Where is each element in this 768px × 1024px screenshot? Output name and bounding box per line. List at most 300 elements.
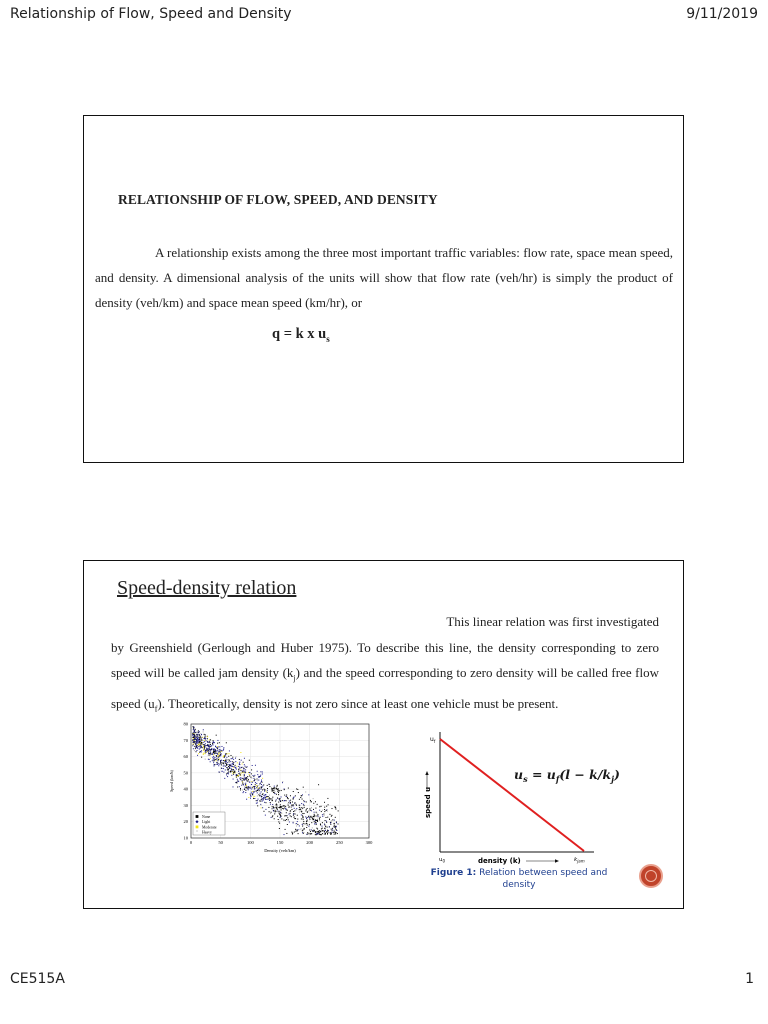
scatter-point — [305, 791, 306, 792]
scatter-point — [217, 746, 218, 747]
scatter-point — [280, 812, 281, 813]
scatter-point — [242, 780, 243, 781]
scatter-point — [262, 785, 263, 786]
scatter-point — [250, 788, 251, 789]
scatter-point — [306, 809, 307, 810]
scatter-point — [248, 779, 249, 780]
scatter-point — [233, 764, 234, 765]
scatter-point — [250, 794, 251, 795]
scatter-y-tick-label: 70 — [183, 737, 188, 743]
scatter-point — [300, 797, 301, 798]
scatter-point — [329, 814, 330, 815]
scatter-point — [236, 756, 237, 757]
scatter-point — [207, 742, 208, 743]
scatter-point — [247, 776, 248, 777]
scatter-point — [243, 770, 244, 771]
speed-density-scatter-plot — [169, 722, 379, 854]
scatter-point — [206, 750, 207, 751]
scatter-point — [262, 789, 263, 790]
scatter-point — [333, 834, 334, 835]
scatter-point — [216, 764, 217, 765]
scatter-point — [326, 832, 327, 833]
scatter-point — [234, 771, 235, 772]
scatter-point — [204, 740, 205, 741]
scatter-point — [244, 774, 245, 775]
scatter-point — [193, 728, 194, 729]
scatter-point — [243, 784, 244, 785]
scatter-point — [238, 769, 239, 770]
scatter-point — [326, 806, 327, 807]
scatter-point — [262, 794, 263, 795]
scatter-point — [288, 814, 289, 815]
scatter-point — [295, 829, 296, 830]
scatter-point — [210, 758, 211, 759]
scatter-point — [210, 753, 211, 754]
figure-caption-text: Relation between speed and density — [479, 868, 608, 890]
scatter-point — [259, 790, 260, 791]
scatter-point — [288, 802, 289, 803]
scatter-point — [214, 753, 215, 754]
scatter-point — [227, 769, 228, 770]
scatter-point — [220, 755, 221, 756]
scatter-point — [199, 734, 200, 735]
scatter-point — [195, 732, 196, 733]
scatter-point — [273, 792, 274, 793]
scatter-point — [211, 745, 212, 746]
slide-1 — [83, 115, 684, 463]
scatter-point — [207, 750, 208, 751]
scatter-point — [257, 771, 258, 772]
scatter-point — [276, 786, 277, 787]
scatter-point — [317, 828, 318, 829]
scatter-point — [272, 806, 273, 807]
scatter-point — [269, 795, 270, 796]
scatter-point — [274, 793, 275, 794]
scatter-point — [311, 807, 312, 808]
scatter-point — [263, 795, 264, 796]
scatter-point — [217, 748, 218, 749]
scatter-point — [326, 821, 327, 822]
scatter-point — [291, 832, 292, 833]
scatter-point — [324, 802, 325, 803]
scatter-point — [300, 809, 301, 810]
scatter-point — [206, 745, 207, 746]
scatter-point — [333, 826, 334, 827]
scatter-point — [223, 747, 224, 748]
scatter-point — [197, 734, 198, 735]
scatter-point — [216, 735, 217, 736]
scatter-point — [290, 795, 291, 796]
scatter-point — [217, 743, 218, 744]
scatter-point — [278, 792, 279, 793]
scatter-point — [242, 767, 243, 768]
scatter-point — [322, 816, 323, 817]
scatter-point — [207, 736, 208, 737]
scatter-point — [256, 787, 257, 788]
page-footer-course: CE515A — [10, 971, 65, 987]
scatter-point — [299, 807, 300, 808]
scatter-point — [237, 775, 238, 776]
scatter-point — [260, 771, 261, 772]
scatter-point — [197, 748, 198, 749]
scatter-point — [321, 831, 322, 832]
scatter-point — [246, 779, 247, 780]
scatter-x-ticks — [190, 840, 373, 845]
scatter-point — [322, 833, 323, 834]
scatter-point — [295, 814, 296, 815]
scatter-point — [314, 815, 315, 816]
scatter-point — [229, 765, 230, 766]
scatter-point — [294, 808, 295, 809]
scatter-point — [331, 816, 332, 817]
scatter-point — [273, 810, 274, 811]
scatter-point — [310, 831, 311, 832]
scatter-point — [277, 798, 278, 799]
scatter-point — [326, 822, 327, 823]
scatter-point — [235, 768, 236, 769]
scatter-point — [296, 808, 297, 809]
scatter-point — [258, 785, 259, 786]
scatter-point — [273, 790, 274, 791]
scatter-point — [244, 764, 245, 765]
scatter-point — [242, 782, 243, 783]
scatter-point — [221, 764, 222, 765]
scatter-point — [293, 815, 294, 816]
scatter-point — [329, 819, 330, 820]
scatter-point — [275, 804, 276, 805]
scatter-point — [298, 792, 299, 793]
scatter-point — [305, 810, 306, 811]
scatter-point — [302, 799, 303, 800]
scatter-point — [287, 810, 288, 811]
scatter-point — [211, 748, 212, 749]
scatter-point — [272, 790, 273, 791]
scatter-point — [223, 749, 224, 750]
scatter-point — [200, 751, 201, 752]
scatter-point — [327, 798, 328, 799]
scatter-point — [246, 785, 247, 786]
scatter-point — [286, 833, 287, 834]
scatter-point — [299, 805, 300, 806]
scatter-point — [262, 801, 263, 802]
scatter-point — [294, 810, 295, 811]
scatter-point — [276, 799, 277, 800]
scatter-point — [204, 744, 205, 745]
scatter-point — [212, 743, 213, 744]
scatter-point — [295, 823, 296, 824]
scatter-point — [281, 790, 282, 791]
scatter-point — [229, 767, 230, 768]
scatter-point — [214, 757, 215, 758]
scatter-point — [322, 814, 323, 815]
scatter-point — [207, 738, 208, 739]
scatter-point — [244, 789, 245, 790]
scatter-point — [251, 773, 252, 774]
scatter-point — [335, 828, 336, 829]
scatter-point — [330, 832, 331, 833]
scatter-point — [220, 754, 221, 755]
scatter-point — [245, 766, 246, 767]
scatter-point — [216, 759, 217, 760]
scatter-point — [280, 807, 281, 808]
scatter-point — [221, 753, 222, 754]
scatter-point — [219, 742, 220, 743]
scatter-point — [259, 800, 260, 801]
scatter-point — [307, 817, 308, 818]
scatter-point — [220, 750, 221, 751]
scatter-point — [249, 760, 250, 761]
scatter-point — [334, 823, 335, 824]
scatter-point — [315, 819, 316, 820]
scatter-point — [336, 830, 337, 831]
scatter-point — [317, 814, 318, 815]
scatter-point — [336, 822, 337, 823]
scatter-point — [293, 799, 294, 800]
scatter-point — [271, 812, 272, 813]
scatter-point — [327, 827, 328, 828]
scatter-point — [324, 831, 325, 832]
scatter-point — [285, 806, 286, 807]
scatter-point — [223, 750, 224, 751]
slide-2-paragraph — [111, 609, 659, 722]
scatter-point — [310, 800, 311, 801]
scatter-point — [311, 822, 312, 823]
figure-caption — [419, 867, 619, 891]
scatter-point — [271, 817, 272, 818]
scatter-point — [195, 737, 196, 738]
scatter-point — [301, 828, 302, 829]
scatter-point — [329, 826, 330, 827]
scatter-point — [303, 823, 304, 824]
scatter-point — [302, 817, 303, 818]
scatter-x-tick-label: 150 — [276, 840, 284, 845]
scatter-point — [201, 750, 202, 751]
scatter-point — [243, 768, 244, 769]
scatter-point — [313, 819, 314, 820]
scatter-point — [304, 805, 305, 806]
scatter-point — [302, 794, 303, 795]
scatter-point — [274, 791, 275, 792]
scatter-point — [305, 816, 306, 817]
scatter-point — [308, 816, 309, 817]
slide-nav-button[interactable] — [639, 864, 663, 888]
scatter-x-tick-label: 250 — [335, 840, 343, 845]
scatter-point — [239, 762, 240, 763]
scatter-point — [315, 820, 316, 821]
scatter-point — [226, 774, 227, 775]
scatter-point — [225, 754, 226, 755]
scatter-point — [235, 765, 236, 766]
scatter-point — [331, 833, 332, 834]
scatter-y-axis-label: Speed (km/h) — [169, 770, 174, 792]
scatter-y-tick-label: 40 — [183, 786, 188, 792]
scatter-point — [214, 765, 215, 766]
scatter-point — [220, 761, 221, 762]
scatter-point — [224, 778, 225, 779]
scatter-point — [233, 779, 234, 780]
scatter-point — [331, 808, 332, 809]
scatter-legend-marker — [196, 826, 199, 829]
scatter-point — [245, 792, 246, 793]
scatter-point — [193, 726, 194, 727]
scatter-point — [247, 766, 248, 767]
scatter-point — [323, 830, 324, 831]
scatter-point — [286, 819, 287, 820]
scatter-point — [263, 784, 264, 785]
scatter-point — [196, 737, 197, 738]
scatter-point — [310, 810, 311, 811]
scatter-point — [235, 758, 236, 759]
scatter-point — [193, 744, 194, 745]
scatter-point — [217, 750, 218, 751]
scatter-point — [218, 747, 219, 748]
scatter-y-tick-label: 10 — [183, 835, 188, 841]
scatter-point — [335, 827, 336, 828]
scatter-point — [313, 798, 314, 799]
scatter-point — [260, 789, 261, 790]
scatter-point — [206, 752, 207, 753]
scatter-point — [321, 811, 322, 812]
scatter-point — [268, 807, 269, 808]
page-header-date: 9/11/2019 — [686, 6, 758, 22]
scatter-point — [287, 824, 288, 825]
scatter-point — [241, 760, 242, 761]
scatter-point — [198, 730, 199, 731]
scatter-point — [198, 732, 199, 733]
scatter-point — [246, 786, 247, 787]
scatter-point — [223, 763, 224, 764]
free-flow-subscript: f — [154, 704, 158, 714]
scatter-point — [194, 741, 195, 742]
scatter-point — [226, 761, 227, 762]
scatter-point — [275, 807, 276, 808]
scatter-point — [244, 772, 245, 773]
scatter-point — [292, 806, 293, 807]
scatter-point — [269, 797, 270, 798]
scatter-point — [197, 740, 198, 741]
scatter-point — [239, 768, 240, 769]
scatter-point — [312, 827, 313, 828]
scatter-point — [291, 807, 292, 808]
scatter-point — [273, 807, 274, 808]
scatter-point — [229, 750, 230, 751]
scatter-point — [193, 748, 194, 749]
scatter-point — [294, 796, 295, 797]
scatter-point — [295, 831, 296, 832]
scatter-point — [216, 747, 217, 748]
scatter-point — [316, 816, 317, 817]
scatter-point — [337, 833, 338, 834]
scatter-point — [212, 744, 213, 745]
scatter-point — [193, 733, 194, 734]
scatter-point — [332, 828, 333, 829]
scatter-point — [252, 787, 253, 788]
scatter-point — [208, 751, 209, 752]
scatter-point — [338, 823, 339, 824]
scatter-point — [302, 824, 303, 825]
scatter-point — [325, 834, 326, 835]
scatter-point — [257, 799, 258, 800]
scatter-point — [278, 790, 279, 791]
scatter-point — [256, 800, 257, 801]
scatter-point — [218, 751, 219, 752]
scatter-point — [254, 779, 255, 780]
scatter-point — [233, 767, 234, 768]
scatter-point — [303, 804, 304, 805]
scatter-point — [315, 808, 316, 809]
scatter-point — [251, 793, 252, 794]
scatter-point — [208, 754, 209, 755]
scatter-point — [234, 767, 235, 768]
scatter-point — [240, 788, 241, 789]
scatter-point — [275, 801, 276, 802]
scatter-point — [304, 829, 305, 830]
scatter-point — [268, 799, 269, 800]
scatter-point — [251, 789, 252, 790]
scatter-point — [291, 809, 292, 810]
scatter-point — [277, 807, 278, 808]
slide-2-para-part2: ) and the speed corresponding to zero density will be called free flow speed (u — [111, 665, 659, 712]
scatter-point — [201, 757, 202, 758]
scatter-point — [287, 797, 288, 798]
scatter-legend-marker — [196, 815, 199, 818]
scatter-point — [243, 791, 244, 792]
scatter-point — [236, 782, 237, 783]
scatter-point — [200, 744, 201, 745]
scatter-point — [208, 748, 209, 749]
scatter-point — [219, 751, 220, 752]
scatter-point — [327, 811, 328, 812]
scatter-point — [298, 833, 299, 834]
scatter-point — [325, 825, 326, 826]
scatter-point — [232, 761, 233, 762]
scatter-point — [260, 793, 261, 794]
scatter-point — [195, 739, 196, 740]
scatter-point — [233, 772, 234, 773]
scatter-point — [208, 749, 209, 750]
scatter-point — [290, 803, 291, 804]
scatter-point — [315, 834, 316, 835]
scatter-point — [212, 754, 213, 755]
scatter-point — [251, 792, 252, 793]
scatter-point — [283, 808, 284, 809]
scatter-point — [249, 787, 250, 788]
scatter-point — [325, 833, 326, 834]
scatter-point — [286, 815, 287, 816]
scatter-point — [282, 781, 283, 782]
scatter-point — [236, 775, 237, 776]
scatter-point — [234, 762, 235, 763]
scatter-point — [331, 820, 332, 821]
scatter-point — [266, 796, 267, 797]
scatter-point — [303, 819, 304, 820]
scatter-point — [277, 789, 278, 790]
scatter-point — [244, 780, 245, 781]
scatter-point — [220, 763, 221, 764]
scatter-point — [196, 746, 197, 747]
scatter-point — [254, 796, 255, 797]
scatter-point — [316, 833, 317, 834]
scatter-point — [280, 815, 281, 816]
scatter-point — [194, 730, 195, 731]
scatter-point — [229, 764, 230, 765]
scatter-point — [293, 804, 294, 805]
scatter-point — [207, 741, 208, 742]
scatter-point — [196, 734, 197, 735]
scatter-point — [201, 734, 202, 735]
scatter-point — [307, 825, 308, 826]
scatter-point — [233, 763, 234, 764]
